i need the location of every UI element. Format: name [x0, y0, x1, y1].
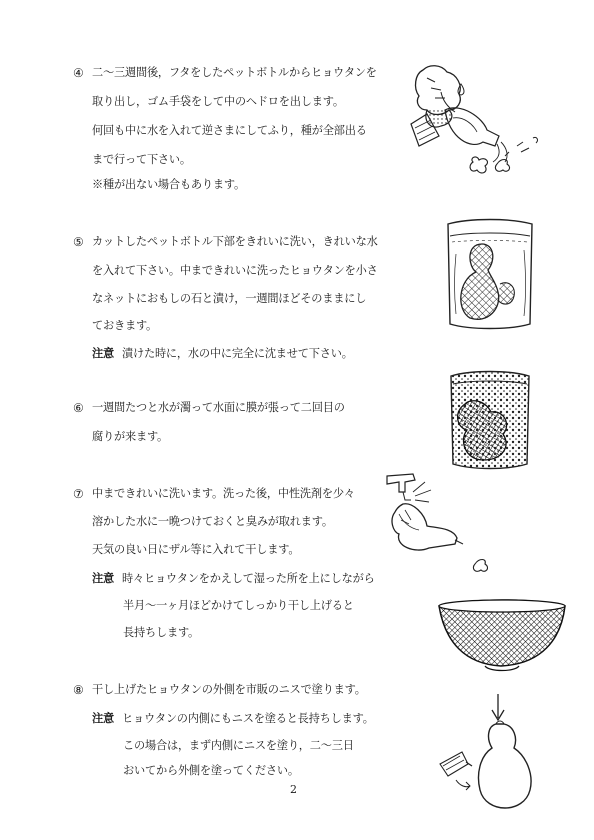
- step-8-note-line-1: [92, 711, 374, 726]
- step-5-number: ⑤: [73, 235, 84, 249]
- step-8-note-label: 注意: [92, 711, 114, 725]
- gourd-under-faucet-icon: [385, 470, 495, 590]
- page-number: 2: [290, 783, 297, 796]
- drying-basket-icon: [435, 596, 570, 676]
- step-7-note-text-1: 時々ヒョウタンをかえして湿った所を上にしながら: [121, 572, 375, 585]
- step-5-line-3: なネットにおもしの石と漬け，一週間ほどそのままにし: [92, 292, 367, 305]
- step-7-line-3: 天気の良い日にザル等に入れて干します。: [92, 543, 300, 556]
- step-4-line-2: 取り出し，ゴム手袋をして中のヘドロを出します。: [92, 95, 344, 108]
- varnishing-gourd-icon: [430, 690, 540, 820]
- step-5-line-1: カットしたペットボトル下部をきれいに洗い，きれいな水: [92, 235, 378, 248]
- gourd-soaking-in-water-icon: [440, 214, 540, 334]
- step-5-note: [92, 346, 353, 361]
- step-6-number: ⑥: [73, 401, 84, 415]
- step-5-line-2: を入れて下さい。中まできれいに洗ったヒョウタンを小さ: [92, 264, 378, 277]
- step-5-note-text: 漬けた時に，水の中に完全に沈ませて下さい。: [121, 347, 353, 360]
- step-6-line-2: 腐りが来ます。: [92, 430, 169, 443]
- hand-shaking-gourd-icon: [405, 58, 555, 188]
- step-7-note-line-3: 長持ちします。: [123, 626, 200, 639]
- step-8-number: ⑧: [73, 683, 84, 697]
- step-6-line-1: 一週間たつと水が濁って水面に膜が張って二回目の: [92, 401, 345, 414]
- step-7-note-line-2: 半月〜一ヶ月ほどかけてしっかり干し上げると: [123, 599, 354, 612]
- step-4-line-5: ※種が出ない場合もあります。: [92, 178, 245, 191]
- step-4-line-1: 二〜三週間後，フタをしたペットボトルからヒョウタンを: [92, 66, 377, 79]
- step-7-note-line-1: [92, 571, 375, 586]
- step-7-number: ⑦: [73, 487, 84, 501]
- step-7-line-2: 溶かした水に一晩つけておくと臭みが取れます。: [92, 515, 333, 528]
- step-8-note-text-1: ヒョウタンの内側にもニスを塗ると長持ちします。: [121, 712, 374, 725]
- step-8-line-1: 干し上げたヒョウタンの外側を市販のニスで塗ります。: [92, 683, 366, 696]
- step-8-note-line-2: この場合は，まず内側にニスを塗り，二〜三日: [123, 739, 354, 752]
- step-8-note-line-3: おいてから外側を塗ってください。: [123, 764, 299, 777]
- step-5-note-label: 注意: [92, 346, 114, 360]
- step-7-note-label: 注意: [92, 571, 114, 585]
- step-7-line-1: 中まできれいに洗います。洗った後，中性洗剤を少々: [92, 487, 355, 500]
- step-5-line-4: ておきます。: [92, 319, 158, 332]
- step-4-number: ④: [73, 66, 84, 80]
- cloudy-water-jar-icon: [445, 368, 535, 473]
- step-4-line-4: まで行って下さい。: [92, 153, 191, 166]
- step-4-line-3: 何回も中に水を入れて逆さまにしてふり，種が全部出る: [92, 124, 367, 137]
